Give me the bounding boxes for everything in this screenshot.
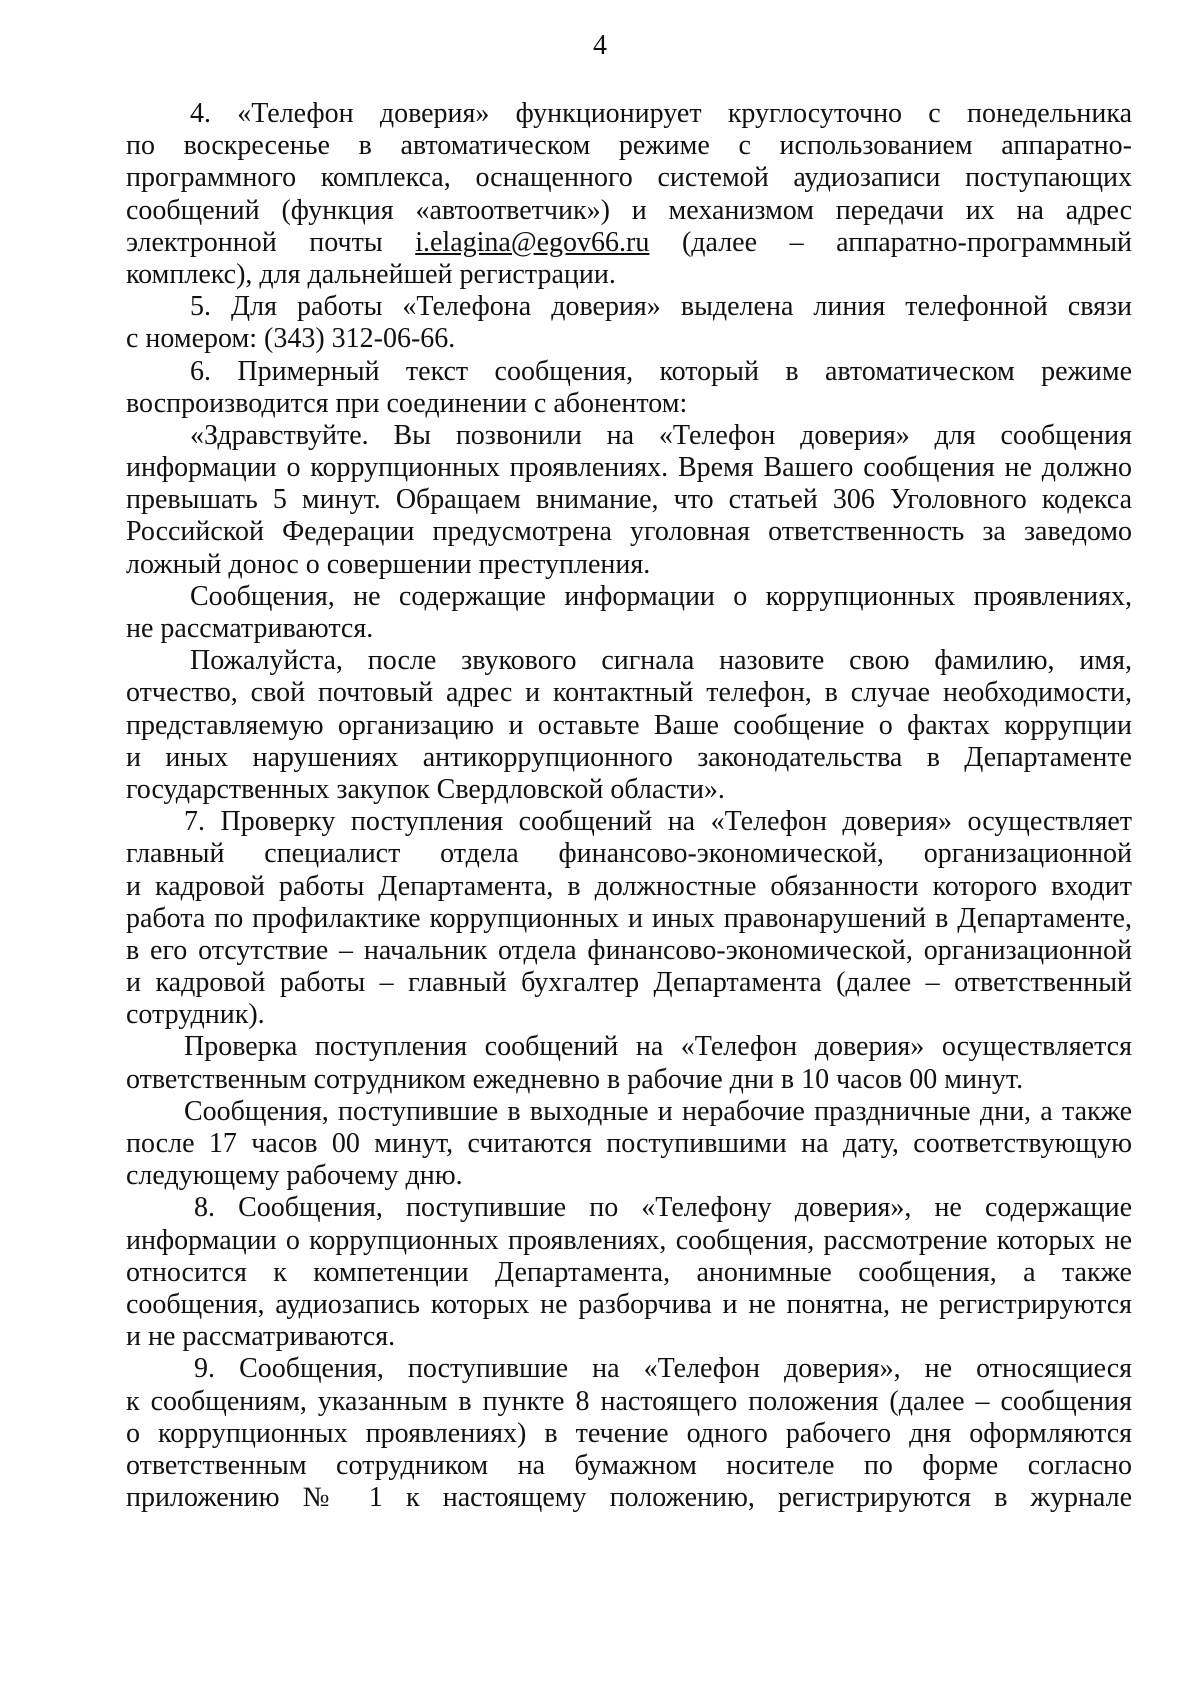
text-line: информации о коррупционных проявлениях, сообщения, рассмотрение которых не	[126, 1224, 1132, 1256]
text-line: превышать 5 минут. Обращаем внимание, что статьей 306 Уголовного кодекса	[126, 484, 1132, 516]
text-line: программного комплекса, оснащенного системой аудиозаписи поступающих	[126, 162, 1132, 194]
text-line: Сообщения, не содержащие информации о коррупционных проявлениях,	[190, 580, 1132, 612]
text-line: после 17 часов 00 минут, считаются поступившими на дату, соответствующую	[126, 1128, 1132, 1159]
text-line: Российской Федерации предусмотрена уголовная ответственность за заведомо	[126, 516, 1132, 548]
text-line: с номером: (343) 312-06-66.	[126, 323, 456, 355]
text-line: по воскресенье в автоматическом режиме с использованием аппаратно-	[126, 130, 1132, 162]
text-line: отчество, свой почтовый адрес и контактный телефон, в случае необходимости,	[126, 677, 1132, 709]
text-line: 7. Проверку поступления сообщений на «Телефон доверия» осуществляет	[184, 806, 1132, 838]
text-line: 9. Сообщения, поступившие на «Телефон доверия», не относящиеся	[194, 1353, 1132, 1385]
text-line: и кадровой работы – главный бухгалтер Департамента (далее – ответственный	[126, 967, 1132, 999]
text-line: сообщения, аудиозапись которых не разборчива и не понятна, не регистрируются	[126, 1288, 1132, 1320]
text-line: 8. Сообщения, поступившие по «Телефону доверия», не содержащие	[194, 1192, 1132, 1224]
text-line: и иных нарушениях антикоррупционного законодательства в Департаменте	[126, 741, 1132, 773]
text-line: сотрудник).	[126, 999, 265, 1031]
text-line: о коррупционных проявлениях) в течение одного рабочего дня оформляются	[126, 1417, 1132, 1449]
text-segment: электронной почты	[126, 226, 416, 258]
text-line	[126, 227, 1132, 259]
text-line: «Здравствуйте. Вы позвонили на «Телефон доверия» для сообщения	[190, 419, 1132, 451]
text-line: относится к компетенции Департамента, анонимные сообщения, а также	[126, 1256, 1132, 1288]
text-line: и кадровой работы Департамента, в должностные обязанности которого входит	[126, 870, 1132, 902]
text-line: ложный донос о совершении преступления.	[126, 548, 651, 580]
text-line: к сообщениям, указанным в пункте 8 настоящего положения (далее – сообщения	[126, 1385, 1132, 1417]
text-line: Пожалуйста, после звукового сигнала назовите свою фамилию, имя,	[190, 645, 1132, 677]
text-line: государственных закупок Свердловской области».	[126, 773, 725, 805]
text-line: 6. Примерный текст сообщения, который в автоматическом режиме	[190, 355, 1132, 387]
text-line: воспроизводится при соединении с абонентом:	[126, 387, 688, 419]
text-line: информации о коррупционных проявлениях. Время Вашего сообщения не должно	[126, 452, 1132, 484]
text-line: ответственным сотрудником на бумажном носителе по форме согласно	[126, 1449, 1132, 1481]
text-line: в его отсутствие – начальник отдела финансово-экономической, организационной	[126, 934, 1132, 966]
text-line: не рассматриваются.	[126, 613, 374, 644]
text-line: следующему рабочему дню.	[126, 1160, 463, 1192]
text-line: представляемую организацию и оставьте Ваше сообщение о фактах коррупции	[126, 709, 1132, 741]
text-line: приложению № 1 к настоящему положению, регистрируются в журнале	[126, 1482, 1132, 1514]
text-line: главный специалист отдела финансово-экономической, организационной	[126, 838, 1132, 870]
email-link[interactable]: i.elagina@egov66.ru	[415, 226, 650, 258]
text-segment: (далее – аппаратно-программный	[649, 226, 1132, 258]
text-line: 5. Для работы «Телефона доверия» выделена линия телефонной связи	[190, 291, 1132, 323]
text-line: Проверка поступления сообщений на «Телефон доверия» осуществляется	[184, 1031, 1132, 1063]
text-line: комплекс), для дальнейшей регистрации.	[126, 258, 616, 290]
text-line: сообщений (функция «автоответчик») и механизмом передачи их на адрес	[126, 194, 1132, 226]
text-line: 4. «Телефон доверия» функционирует круглосуточно с понедельника	[190, 98, 1132, 129]
document-body	[126, 98, 1132, 1514]
text-line: Сообщения, поступившие в выходные и нерабочие праздничные дни, а также	[184, 1095, 1132, 1127]
text-line: и не рассматриваются.	[126, 1321, 396, 1353]
text-line: работа по профилактике коррупционных и иных правонарушений в Департаменте,	[126, 902, 1132, 934]
page-number: 4	[593, 30, 607, 61]
text-line: ответственным сотрудником ежедневно в рабочие дни в 10 часов 00 минут.	[126, 1063, 1024, 1095]
